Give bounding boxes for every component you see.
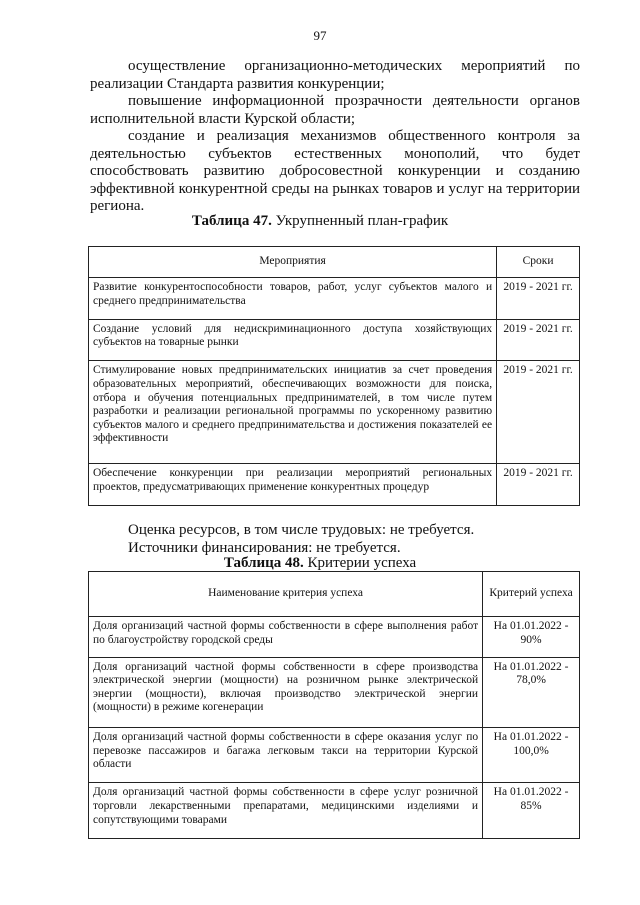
event-cell: Стимулирование новых предпринимательских инициатив за счет проведения образовательных мероприятий, обеспечивающих возможности для поиска, отбора и обучения потенциальных предпринимателей, в том числе путем разработки и реализации региональной программы по ускоренному развитию субъектов малого и среднего предпринимательства и достижения показателей ее эффективности (89, 361, 497, 464)
criterion-value-cell: На 01.01.2022 - 90% (483, 617, 580, 658)
table-row (89, 319, 580, 361)
table-row (89, 727, 580, 783)
resources-estimate: Оценка ресурсов, в том числе трудовых: не требуется. (128, 522, 475, 538)
table-header-row (89, 247, 580, 278)
table-row (89, 783, 580, 839)
table48-caption-number: Таблица 48. (223, 555, 304, 571)
criterion-name-cell: Доля организаций частной формы собственности в сфере производства электрической энергии (мощности) на розничном рынке электрической энергии (мощности), включая производство электрической энергии (мощности) в режиме когенерации (89, 657, 483, 727)
table-row (89, 361, 580, 464)
table47-caption-number: Таблица 47. (191, 213, 272, 229)
paragraph-methodical: осуществление организационно-методических мероприятий по реализации Стандарта развития конкуренции; (90, 58, 580, 92)
paragraph-public-control: создание и реализация механизмов общественного контроля за деятельностью субъектов естественных монополий, что будет способствовать развитию добросовестной конкуренции и созданию эффективной конкурентной среды на рынках товаров и услуг на территории региона. (90, 128, 580, 214)
criterion-value-cell: На 01.01.2022 - 78,0% (483, 657, 580, 727)
table47-caption (0, 213, 640, 230)
table47-caption-title: Укрупненный план-график (271, 213, 449, 229)
page-number: 97 (313, 28, 327, 43)
criterion-value-cell: На 01.01.2022 - 100,0% (483, 727, 580, 783)
term-cell: 2019 - 2021 гг. (497, 319, 580, 361)
term-cell: 2019 - 2021 гг. (497, 464, 580, 506)
table-row (89, 657, 580, 727)
criterion-name-cell: Доля организаций частной формы собственности в сфере оказания услуг по перевозке пассажиров и багажа легковым такси на территории Курской области (89, 727, 483, 783)
event-cell: Развитие конкурентоспособности товаров, работ, услуг субъектов малого и среднего предпринимательства (89, 278, 497, 320)
table-row (89, 278, 580, 320)
column-header-terms: Сроки (497, 247, 580, 278)
criterion-name-cell: Доля организаций частной формы собственности в сфере услуг розничной торговли лекарственными препаратами, медицинскими изделиями и сопутствующими товарами (89, 783, 483, 839)
term-cell: 2019 - 2021 гг. (497, 361, 580, 464)
column-header-criterion: Критерий успеха (483, 572, 580, 617)
event-cell: Обеспечение конкуренции при реализации мероприятий региональных проектов, предусматривающих применение конкурентных процедур (89, 464, 497, 506)
table-header-row (89, 572, 580, 617)
term-cell: 2019 - 2021 гг. (497, 278, 580, 320)
event-cell: Создание условий для недискриминационного доступа хозяйствующих субъектов на товарные рынки (89, 319, 497, 361)
table48-caption (0, 555, 640, 572)
table48-caption-title: Критерии успеха (303, 555, 417, 571)
column-header-criterion-name: Наименование критерия успеха (89, 572, 483, 617)
criterion-value-cell: На 01.01.2022 - 85% (483, 783, 580, 839)
financing-sources: Источники финансирования: не требуется. (128, 540, 401, 556)
paragraph-transparency: повышение информационной прозрачности деятельности органов исполнительной власти Курской области; (90, 93, 580, 127)
column-header-events: Мероприятия (89, 247, 497, 278)
table-48-success-criteria (88, 571, 580, 839)
table-row (89, 617, 580, 658)
table-47-plan-schedule (88, 246, 580, 506)
table-row (89, 464, 580, 506)
criterion-name-cell: Доля организаций частной формы собственности в сфере выполнения работ по благоустройству городской среды (89, 617, 483, 658)
